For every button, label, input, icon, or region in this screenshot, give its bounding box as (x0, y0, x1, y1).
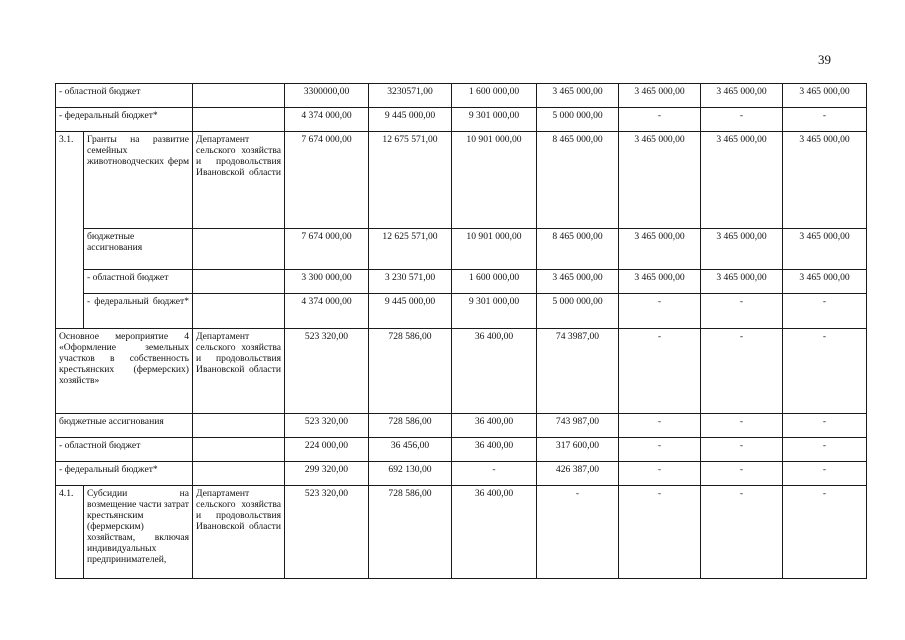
value-cell: 36 400,00 (452, 486, 537, 579)
value-cell: 299 320,00 (285, 462, 369, 486)
row-executor: Департамент сельского хозяйства и продовольствия Ивановской области (193, 132, 285, 229)
row-name: - федеральный бюджет* (56, 462, 193, 486)
value-cell: 728 586,00 (369, 414, 452, 438)
value-cell: 317 600,00 (537, 438, 619, 462)
value-cell: - (783, 438, 867, 462)
value-cell: - (701, 414, 783, 438)
row-executor: Департамент сельского хозяйства и продовольствия Ивановской области (193, 329, 285, 414)
value-cell: - (783, 329, 867, 414)
row-name: - областной бюджет (84, 270, 193, 294)
table-row (56, 108, 867, 132)
table-row (56, 438, 867, 462)
value-cell: 4 374 000,00 (285, 294, 369, 329)
value-cell: 9 445 000,00 (369, 294, 452, 329)
table-row (56, 229, 867, 270)
value-cell: 36 400,00 (452, 438, 537, 462)
row-number: 3.1. (56, 132, 84, 329)
value-cell: 3230571,00 (369, 84, 452, 108)
row-executor (193, 229, 285, 270)
row-name: бюджетные ассигнования (84, 229, 193, 270)
value-cell: 5 000 000,00 (537, 108, 619, 132)
value-cell: - (619, 414, 701, 438)
value-cell: 8 465 000,00 (537, 132, 619, 229)
table-row (56, 414, 867, 438)
row-executor (193, 462, 285, 486)
table-row (56, 486, 867, 579)
value-cell: 224 000,00 (285, 438, 369, 462)
value-cell: - (701, 294, 783, 329)
value-cell: 3 465 000,00 (783, 84, 867, 108)
value-cell: 7 674 000,00 (285, 132, 369, 229)
value-cell: - (701, 438, 783, 462)
row-name: Гранты на развитие семейных животноводческих ферм (84, 132, 193, 229)
value-cell: - (701, 486, 783, 579)
value-cell: 12 675 571,00 (369, 132, 452, 229)
value-cell: 74 3987,00 (537, 329, 619, 414)
value-cell: - (619, 108, 701, 132)
row-name: Субсидии на возмещение части затрат крестьянским (фермерским) хозяйствам, включая индивидуальных предпринимателей, (84, 486, 193, 579)
value-cell: 3 465 000,00 (619, 84, 701, 108)
value-cell: 3 465 000,00 (701, 84, 783, 108)
row-executor (193, 438, 285, 462)
value-cell: 426 387,00 (537, 462, 619, 486)
value-cell: 3 465 000,00 (701, 270, 783, 294)
value-cell: 1 600 000,00 (452, 270, 537, 294)
row-name: - федеральный бюджет* (84, 294, 193, 329)
value-cell: - (619, 462, 701, 486)
value-cell: - (619, 329, 701, 414)
row-number: 4.1. (56, 486, 84, 579)
table-row (56, 462, 867, 486)
row-name: - федеральный бюджет* (56, 108, 193, 132)
value-cell: 523 320,00 (285, 329, 369, 414)
value-cell: - (537, 486, 619, 579)
row-executor (193, 294, 285, 329)
row-name: - областной бюджет (56, 84, 193, 108)
value-cell: - (783, 294, 867, 329)
value-cell: 3 465 000,00 (619, 132, 701, 229)
value-cell: - (701, 462, 783, 486)
row-executor (193, 414, 285, 438)
value-cell: 3300000,00 (285, 84, 369, 108)
row-executor (193, 270, 285, 294)
value-cell: 743 987,00 (537, 414, 619, 438)
table-row (56, 294, 867, 329)
value-cell: 728 586,00 (369, 486, 452, 579)
value-cell: - (619, 438, 701, 462)
value-cell: 523 320,00 (285, 486, 369, 579)
value-cell: 3 465 000,00 (619, 270, 701, 294)
table-row (56, 132, 867, 229)
value-cell: 10 901 000,00 (452, 229, 537, 270)
value-cell: - (619, 294, 701, 329)
value-cell: 692 130,00 (369, 462, 452, 486)
value-cell: 36 456,00 (369, 438, 452, 462)
value-cell: 9 301 000,00 (452, 108, 537, 132)
value-cell: - (783, 108, 867, 132)
row-name: бюджетные ассигнования (56, 414, 193, 438)
row-name: - областной бюджет (56, 438, 193, 462)
value-cell: - (701, 108, 783, 132)
value-cell: 3 300 000,00 (285, 270, 369, 294)
value-cell: 1 600 000,00 (452, 84, 537, 108)
value-cell: 10 901 000,00 (452, 132, 537, 229)
value-cell: 3 465 000,00 (537, 84, 619, 108)
value-cell: 9 301 000,00 (452, 294, 537, 329)
value-cell: 5 000 000,00 (537, 294, 619, 329)
value-cell: 3 465 000,00 (783, 229, 867, 270)
value-cell: 8 465 000,00 (537, 229, 619, 270)
value-cell: - (783, 486, 867, 579)
value-cell: 3 465 000,00 (701, 132, 783, 229)
value-cell: 12 625 571,00 (369, 229, 452, 270)
row-executor: Департамент сельского хозяйства и продовольствия Ивановской области (193, 486, 285, 579)
value-cell: - (783, 462, 867, 486)
row-name: Основное мероприятие 4 «Оформление земельных участков в собственность крестьянских (фермерских) хозяйств» (56, 329, 193, 414)
budget-table (55, 83, 867, 579)
value-cell: 3 465 000,00 (783, 270, 867, 294)
value-cell: 3 465 000,00 (783, 132, 867, 229)
value-cell: 36 400,00 (452, 329, 537, 414)
value-cell: - (452, 462, 537, 486)
row-executor (193, 84, 285, 108)
row-executor (193, 108, 285, 132)
value-cell: 7 674 000,00 (285, 229, 369, 270)
table-row (56, 84, 867, 108)
value-cell: 9 445 000,00 (369, 108, 452, 132)
value-cell: 523 320,00 (285, 414, 369, 438)
page-number: 39 (818, 52, 831, 67)
value-cell: 36 400,00 (452, 414, 537, 438)
table-row (56, 270, 867, 294)
value-cell: - (701, 329, 783, 414)
value-cell: 3 465 000,00 (537, 270, 619, 294)
value-cell: - (619, 486, 701, 579)
value-cell: 3 230 571,00 (369, 270, 452, 294)
value-cell: - (783, 414, 867, 438)
value-cell: 728 586,00 (369, 329, 452, 414)
table-row (56, 329, 867, 414)
value-cell: 4 374 000,00 (285, 108, 369, 132)
value-cell: 3 465 000,00 (701, 229, 783, 270)
value-cell: 3 465 000,00 (619, 229, 701, 270)
